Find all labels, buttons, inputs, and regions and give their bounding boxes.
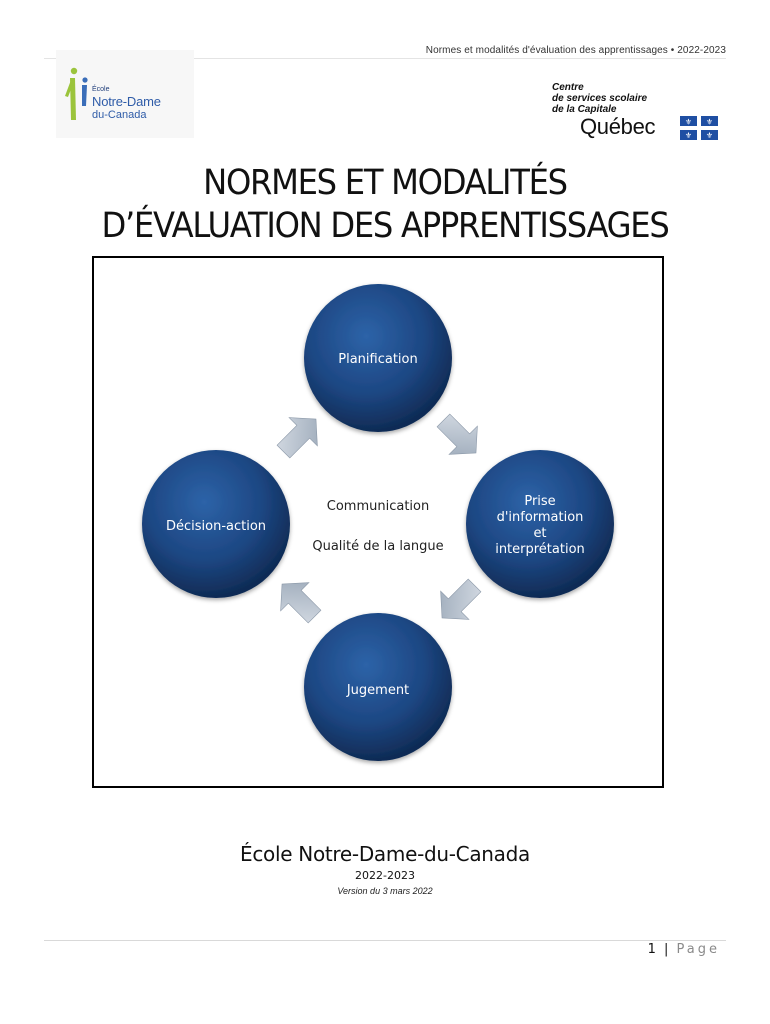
cssc-quebec-logo (548, 80, 728, 146)
page-number (648, 942, 720, 957)
evaluation-cycle-diagram (92, 256, 664, 788)
document-title-line2: D’ÉVALUATION DES APPRENTISSAGES (101, 206, 669, 246)
node-jugement (304, 613, 452, 761)
page-word: Page (676, 942, 720, 957)
node-prise-label-line2: d'information (496, 510, 584, 525)
page-number-value: 1 (647, 942, 656, 957)
school-logo-label: École (92, 86, 110, 93)
node-jugement-label: Jugement (346, 683, 410, 698)
svg-text:⚜: ⚜ (684, 117, 693, 127)
node-prise-information (466, 450, 614, 598)
node-planification (304, 284, 452, 432)
footer-version: Version du 3 mars 2022 (337, 886, 433, 896)
footer-school-year: 2022-2023 (355, 869, 415, 882)
cssc-logo-line2: de services scolaire (552, 93, 648, 104)
node-prise-label-line3: et (533, 526, 547, 541)
document-title-line1: NORMES ET MODALITÉS (203, 163, 567, 203)
center-label-qualite: Qualité de la langue (312, 539, 444, 554)
page-number-separator: | (663, 942, 669, 957)
running-header: Normes et modalités d'évaluation des apprentissages • 2022-2023 (425, 45, 726, 56)
school-logo (56, 50, 194, 138)
quebec-wordmark: Québec (580, 114, 656, 139)
svg-text:⚜: ⚜ (684, 131, 693, 140)
node-decision-label: Décision-action (165, 519, 267, 534)
svg-text:⚜: ⚜ (705, 117, 714, 127)
school-logo-name-line1: Notre-Dame (92, 94, 161, 109)
center-label-communication: Communication (326, 499, 430, 514)
node-planification-label: Planification (338, 352, 418, 367)
cssc-logo-line1: Centre (552, 82, 584, 93)
arrow-top-left (269, 405, 330, 466)
node-decision-action (142, 450, 290, 598)
quebec-flag-icon (680, 116, 718, 140)
person-figure-icon (65, 66, 91, 122)
footer-divider (44, 940, 726, 941)
arrow-bottom-right (428, 571, 489, 632)
cycle-diagram-svg (94, 258, 662, 786)
node-prise-label-line4: interprétation (495, 542, 585, 557)
school-logo-name-line2: du-Canada (92, 109, 147, 121)
arrow-bottom-left (268, 570, 329, 631)
svg-text:⚜: ⚜ (705, 131, 714, 140)
cssc-logo-line3: de la Capitale (552, 104, 617, 115)
arrow-top-right (429, 406, 490, 467)
node-prise-label-line1: Prise (524, 494, 556, 509)
footer-school-name: École Notre-Dame-du-Canada (240, 842, 530, 866)
